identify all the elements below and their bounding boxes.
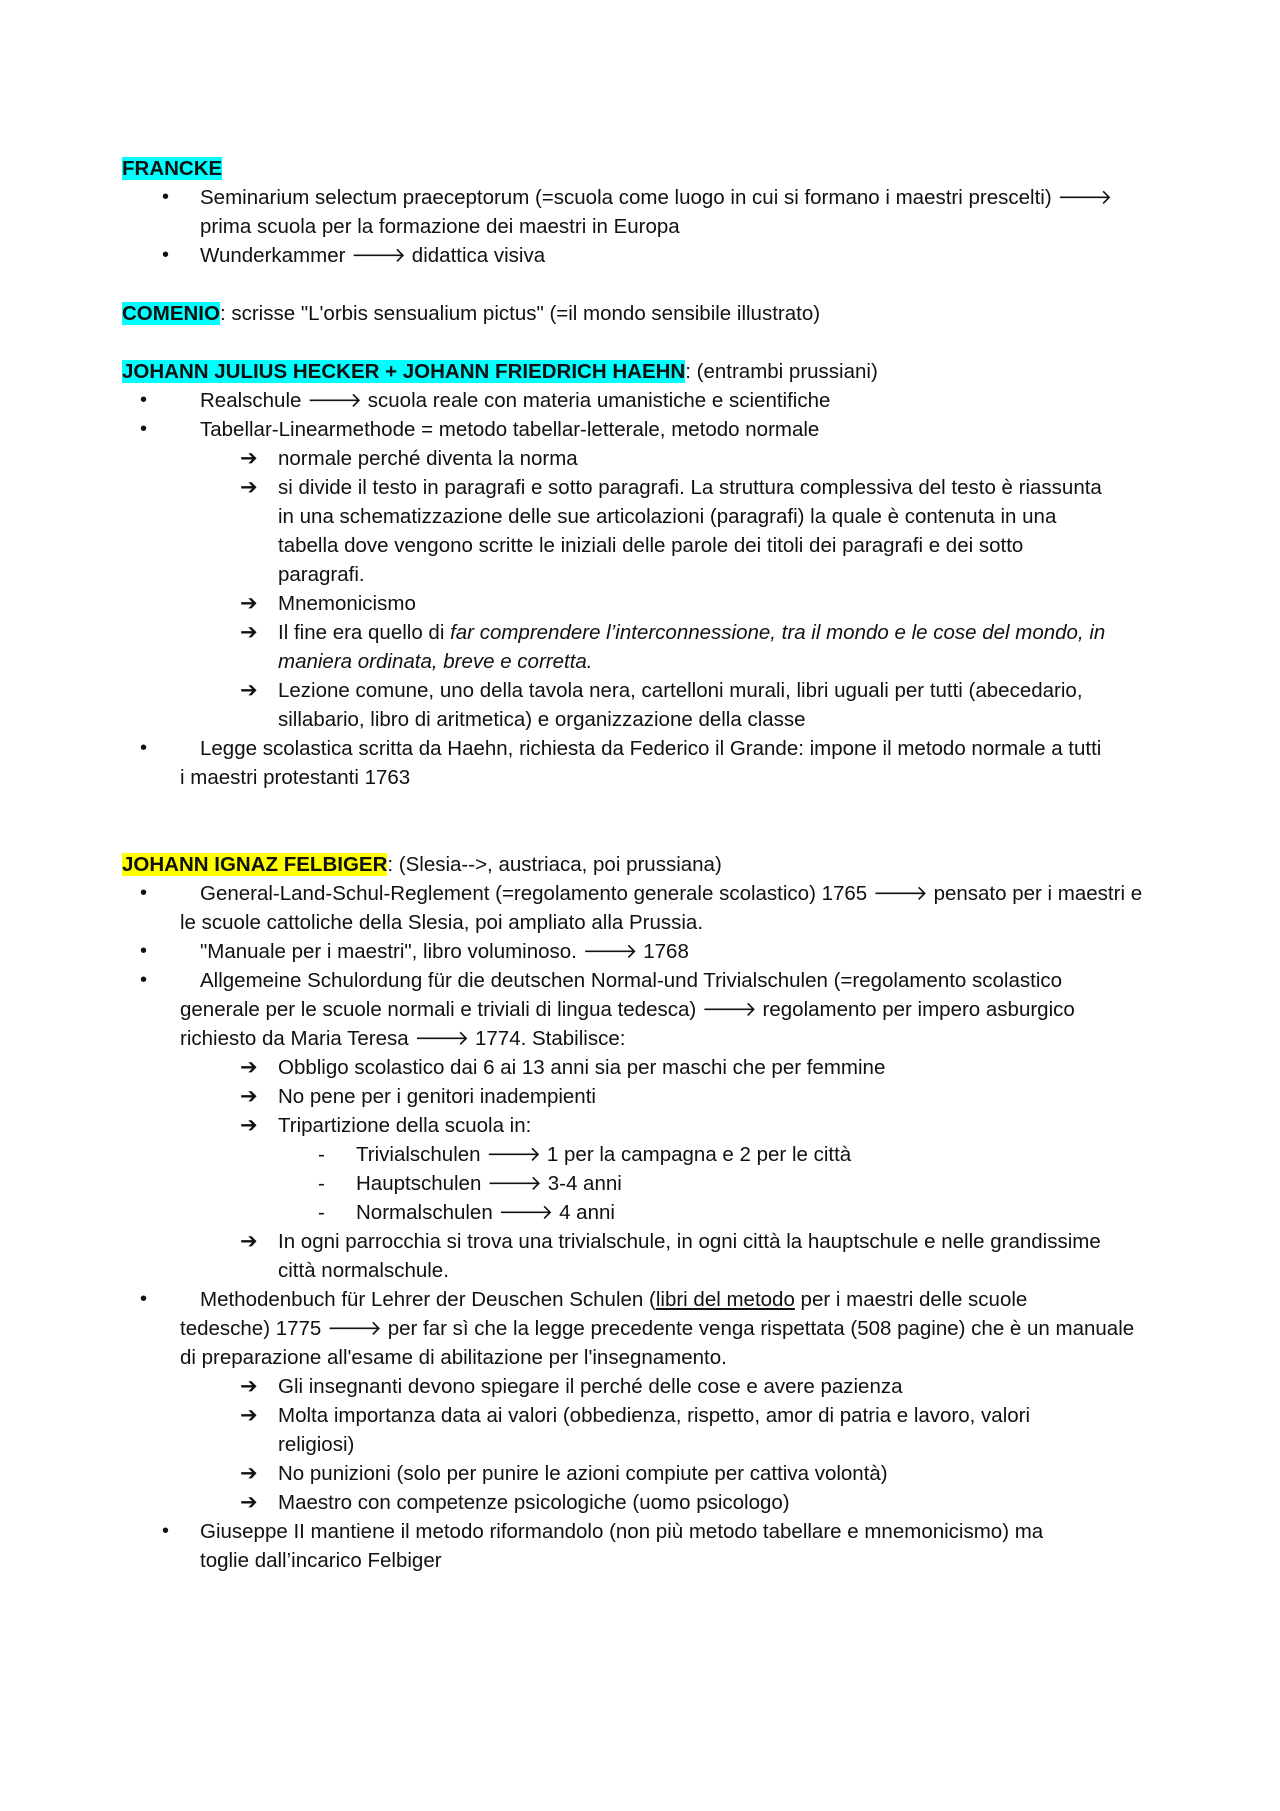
arrow-item-text-plain: Il fine era quello di [278, 621, 451, 644]
arrow-item [122, 1111, 1162, 1140]
arrow-item-text: paragrafi. [278, 563, 365, 586]
arrow-item-text-italic: maniera ordinata, breve e corretta. [278, 650, 593, 673]
felbiger-heading-note: : (Slesia-->, austriaca, poi prussiana) [387, 853, 722, 876]
list-item-text-plain: Methodenbuch für Lehrer der Deuschen Schulen ( [200, 1288, 656, 1311]
arrow-icon: ➔ [240, 592, 258, 615]
bullet-icon: • [140, 389, 148, 411]
arrow-item [122, 1488, 1162, 1517]
arrow-icon: ➔ [240, 1491, 258, 1514]
bullet-icon: • [162, 186, 170, 208]
arrow-item-text: si divide il testo in paragrafi e sotto paragrafi. La struttura complessiva del testo è riassunta [278, 476, 1102, 499]
arrow-icon: ➔ [240, 1085, 258, 1108]
comenio-text: : scrisse "L'orbis sensualium pictus" (=il mondo sensibile illustrato) [219, 302, 821, 325]
felbiger-heading-line [122, 850, 1162, 879]
arrow-icon: ➔ [240, 1230, 258, 1253]
arrow-icon: ➔ [240, 1114, 258, 1137]
arrow-item-text: No punizioni (solo per punire le azioni compiute per cattiva volontà) [278, 1462, 888, 1485]
list-item-text: toglie dall’incarico Felbiger [200, 1549, 442, 1572]
hecker-heading-line [122, 357, 1162, 386]
arrow-icon: ➔ [240, 1056, 258, 1079]
list-item-text-plain: per i maestri delle scuole [794, 1288, 1028, 1311]
spacer [122, 270, 1162, 299]
arrow-item-text: Maestro con competenze psicologiche (uomo psicologo) [278, 1491, 790, 1514]
arrow-item [122, 676, 1162, 705]
list-item-text: Realschule 🡒 scuola reale con materia umanistiche e scientifiche [200, 389, 831, 412]
bullet-icon: • [140, 940, 148, 962]
arrow-item [122, 1459, 1162, 1488]
list-item-continuation [122, 1024, 1162, 1053]
list-item [122, 1285, 1162, 1314]
list-item-continuation [122, 1546, 1162, 1575]
arrow-item-continuation [122, 1256, 1162, 1285]
arrow-item [122, 1082, 1162, 1111]
arrow-item-text: Lezione comune, uno della tavola nera, cartelloni murali, libri uguali per tutti (abecedario, [278, 679, 1083, 702]
spacer [122, 792, 1162, 850]
arrow-item-text: Obbligo scolastico dai 6 ai 13 anni sia per maschi che per femmine [278, 1056, 886, 1079]
arrow-item-text: tabella dove vengono scritte le iniziali delle parole dei titoli dei paragrafi e dei sotto [278, 534, 1024, 557]
list-item-text-underlined: libri del metodo [655, 1288, 795, 1311]
arrow-item [122, 1053, 1162, 1082]
list-item-text: Giuseppe II mantiene il metodo riformandolo (non più metodo tabellare e mnemonicismo) ma [200, 1520, 1044, 1543]
comenio-line [122, 299, 1162, 328]
list-item-text: General-Land-Schul-Reglement (=regolamento generale scolastico) 1765 🡒 pensato per i maestri e [200, 882, 1143, 905]
comenio-heading: COMENIO [122, 302, 220, 325]
arrow-item-continuation [122, 560, 1162, 589]
arrow-icon: ➔ [240, 679, 258, 702]
dash-item-text: Trivialschulen 🡒 1 per la campagna e 2 per le città [356, 1143, 852, 1166]
list-item [122, 879, 1162, 908]
bullet-icon: • [140, 882, 148, 904]
arrow-item [122, 1401, 1162, 1430]
bullet-icon: • [162, 244, 170, 266]
dash-item [122, 1140, 1162, 1169]
list-item-continuation [122, 908, 1162, 937]
list-item-continuation [122, 1343, 1162, 1372]
list-item [122, 241, 1162, 270]
list-item-continuation [122, 995, 1162, 1024]
arrow-icon: ➔ [240, 476, 258, 499]
arrow-item-text: città normalschule. [278, 1259, 449, 1282]
arrow-icon: ➔ [240, 447, 258, 470]
dash-item-text: Hauptschulen 🡒 3-4 anni [356, 1172, 622, 1195]
list-item-continuation [122, 212, 1162, 241]
list-item [122, 734, 1162, 763]
list-item-text: Wunderkammer 🡒 didattica visiva [200, 244, 546, 267]
arrow-item [122, 1227, 1162, 1256]
dash-item-text: Normalschulen 🡒 4 anni [356, 1201, 615, 1224]
bullet-icon: • [140, 969, 148, 991]
arrow-item-text: In ogni parrocchia si trova una trivialschule, in ogni città la hauptschule e nelle grandissime [278, 1230, 1101, 1253]
arrow-item [122, 1372, 1162, 1401]
document-body [122, 154, 1162, 1575]
bullet-icon: • [162, 1520, 170, 1542]
list-item [122, 183, 1162, 212]
list-item-text: di preparazione all'esame di abilitazione per l'insegnamento. [180, 1346, 727, 1369]
arrow-item-text: in una schematizzazione delle sue articolazioni (paragrafi) la quale è contenuta in una [278, 505, 1057, 528]
list-item-text: Tabellar-Linearmethode = metodo tabellar-letterale, metodo normale [200, 418, 820, 441]
arrow-item-text: religiosi) [278, 1433, 355, 1456]
dash-icon: - [318, 1143, 325, 1166]
bullet-icon: • [140, 1288, 148, 1310]
list-item [122, 415, 1162, 444]
list-item-continuation [122, 763, 1162, 792]
arrow-icon: ➔ [240, 1462, 258, 1485]
arrow-item-text: Tripartizione della scuola in: [278, 1114, 532, 1137]
hecker-heading-note: : (entrambi prussiani) [685, 360, 878, 383]
arrow-item-continuation [122, 1430, 1162, 1459]
arrow-item-continuation [122, 705, 1162, 734]
list-item-text: richiesto da Maria Teresa 🡒 1774. Stabilisce: [180, 1027, 626, 1050]
list-item-text: i maestri protestanti 1763 [180, 766, 411, 789]
list-item-text: tedesche) 1775 🡒 per far sì che la legge precedente venga rispettata (508 pagine) che è un manuale [180, 1317, 1135, 1340]
francke-heading-line [122, 154, 1162, 183]
list-item [122, 1517, 1162, 1546]
list-item-text [200, 1285, 1027, 1314]
arrow-item-text: sillabario, libro di aritmetica) e organizzazione della classe [278, 708, 806, 731]
dash-item [122, 1198, 1162, 1227]
list-item [122, 937, 1162, 966]
arrow-icon: ➔ [240, 1404, 258, 1427]
arrow-item [122, 473, 1162, 502]
list-item-text: Legge scolastica scritta da Haehn, richiesta da Federico il Grande: impone il metodo normale a tutti [200, 737, 1102, 760]
francke-heading: FRANCKE [122, 157, 223, 180]
arrow-item-text: Mnemonicismo [278, 592, 416, 615]
spacer [122, 328, 1162, 357]
list-item-text: generale per le scuole normali e triviali di lingua tedesca) 🡒 regolamento per impero asburgico [180, 998, 1075, 1021]
list-item-continuation [122, 1314, 1162, 1343]
arrow-item-continuation [122, 647, 1162, 676]
list-item-text: prima scuola per la formazione dei maestri in Europa [200, 215, 680, 238]
dash-icon: - [318, 1172, 325, 1195]
arrow-item-text-italic: far comprendere l’interconnessione, tra il mondo e le cose del mondo, in [450, 621, 1106, 644]
list-item-text: "Manuale per i maestri", libro voluminoso. 🡒 1768 [200, 940, 689, 963]
list-item-text: Allgemeine Schulordung für die deutschen Normal-und Trivialschulen (=regolamento scolastico [200, 969, 1063, 992]
bullet-icon: • [140, 737, 148, 759]
felbiger-heading: JOHANN IGNAZ FELBIGER [122, 853, 388, 876]
bullet-icon: • [140, 418, 148, 440]
list-item-text: le scuole cattoliche della Slesia, poi ampliato alla Prussia. [180, 911, 704, 934]
arrow-item-text [278, 618, 1105, 647]
arrow-icon: ➔ [240, 1375, 258, 1398]
arrow-item [122, 618, 1162, 647]
arrow-item-text: No pene per i genitori inadempienti [278, 1085, 596, 1108]
arrow-item-text: normale perché diventa la norma [278, 447, 578, 470]
list-item [122, 966, 1162, 995]
arrow-item [122, 444, 1162, 473]
dash-icon: - [318, 1201, 325, 1224]
list-item [122, 386, 1162, 415]
arrow-item-text: Gli insegnanti devono spiegare il perché delle cose e avere pazienza [278, 1375, 903, 1398]
hecker-heading: JOHANN JULIUS HECKER + JOHANN FRIEDRICH HAEHN [122, 360, 686, 383]
arrow-item [122, 589, 1162, 618]
arrow-item-continuation [122, 531, 1162, 560]
list-item-text: Seminarium selectum praeceptorum (=scuola come luogo in cui si formano i maestri prescelti) 🡒 [200, 186, 1113, 209]
arrow-item-text: Molta importanza data ai valori (obbedienza, rispetto, amor di patria e lavoro, valori [278, 1404, 1031, 1427]
dash-item [122, 1169, 1162, 1198]
arrow-icon: ➔ [240, 621, 258, 644]
arrow-item-continuation [122, 502, 1162, 531]
